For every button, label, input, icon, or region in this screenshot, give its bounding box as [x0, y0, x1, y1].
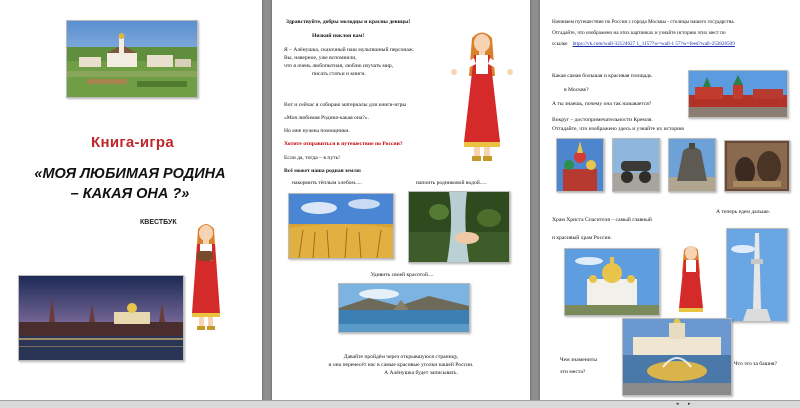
- caption-bread: накормить тёплым хлебом.....: [292, 180, 362, 186]
- wheat-field-image: [289, 194, 393, 258]
- history-link[interactable]: https://vk.com/wall-32124627 1_1157?w=wall-1 57?w=feed?wall-253826509: [572, 41, 735, 47]
- cover-page: [0, 0, 262, 407]
- question-name: А ты знаешь, почему она так называется?: [552, 101, 652, 107]
- prev-arrow-icon[interactable]: ◂: [676, 401, 679, 407]
- main-title-line2: – КАКАЯ ОНА ?»: [70, 185, 190, 202]
- tsar-cannon-image: [613, 139, 659, 191]
- intro-line1: Я – Алёнушка, сказочный наш мультяшный персонаж.: [284, 47, 415, 53]
- st-basil-image: [557, 139, 603, 191]
- places-question-line2: эти места?: [560, 369, 586, 375]
- moscow-intro-line1: Начинаем путешествие по России с города Москвы - столицы нашего государства.: [552, 19, 735, 25]
- kremlin-sights: Вокруг – достопримечательности Кремля.: [552, 117, 653, 123]
- alyonushka-small-figure: [676, 244, 706, 316]
- spring-water-photo: [408, 191, 510, 263]
- fountain-image: [623, 319, 731, 395]
- monument-painting-photo: [724, 140, 790, 192]
- intro-line3: что я очень любопытная, люблю изучать мир,: [284, 63, 394, 70]
- alyonushka-figure: [188, 221, 224, 333]
- st-basil-photo: [556, 138, 604, 192]
- kremlin-night-photo: [18, 275, 184, 361]
- question-square-line1: Какая самая большая и красивая площадь: [552, 73, 652, 79]
- tsar-cannon-photo: [612, 138, 660, 192]
- outro-block: [276, 353, 526, 377]
- intro-block: [284, 46, 414, 78]
- para-go: Если да, тогда – в путь!: [284, 155, 341, 161]
- kremlin-night-image: [19, 276, 183, 360]
- main-title-line1: «МОЯ ЛЮБИМАЯ РОДИНА: [34, 166, 226, 182]
- red-square-photo: [688, 70, 788, 118]
- outro-line1: Давайте пройдём через открывшуюся страницу,: [343, 354, 459, 360]
- lake-landscape-image: [339, 284, 469, 332]
- kremlin-question: Отгадайте, что изображено здесь и узнайте их историю: [552, 126, 685, 132]
- intro-line4: писать статьи и книги.: [312, 71, 366, 78]
- red-square-image: [689, 71, 787, 117]
- para-helpers: Но мне нужны помощники.: [284, 128, 350, 134]
- city-panorama-image: [67, 21, 197, 97]
- link-prefix: ссылке: [552, 41, 568, 47]
- next-arrow-icon[interactable]: ▸: [688, 401, 691, 407]
- places-question-line1: Чем знамениты: [560, 357, 597, 363]
- caption-water: напоить родниковой водой.....: [416, 180, 487, 186]
- para-collect: Вот и сейчас я собираю материалы для книги-игры: [284, 102, 407, 108]
- main-title: [14, 165, 246, 204]
- intro-line2: Вы, наверное, уже вспомнили,: [284, 55, 357, 62]
- outro-line3: А Алёнушка будет записывать.: [384, 370, 458, 377]
- question-square-line2: в Москве?: [564, 87, 589, 93]
- monument-painting-image: [725, 141, 789, 191]
- greeting-text: Здравствуйте, добры молодцы и красны девицы!: [286, 19, 411, 25]
- spring-water-image: [409, 192, 509, 262]
- moscow-intro-line2: Отгадайте, что изображено на этих картинках и узнайте историю этих мест по: [552, 30, 726, 36]
- tv-tower-photo: [726, 228, 788, 322]
- questbook-subtitle: КВЕСТБУК: [140, 219, 177, 226]
- tv-tower-image: [727, 229, 787, 321]
- tsar-bell-photo: [668, 138, 716, 192]
- wheat-field-photo: [288, 193, 394, 259]
- temple-line1: Храм Христа Спасителя – самый главный: [552, 217, 652, 223]
- travel-question: Хотите отправиться в путешествие по России?: [284, 141, 403, 147]
- book-game-label: Книга-игра: [91, 134, 174, 151]
- intro-page: [272, 0, 530, 407]
- cathedral-photo: [564, 248, 660, 316]
- para-book-name: «Моя любимая Родина-какая она?».: [284, 115, 369, 121]
- tower-question: Что это за башня?: [734, 361, 777, 367]
- caption-beauty: Удивить своей красотой....: [370, 272, 434, 278]
- city-panorama-photo: [66, 20, 198, 98]
- moscow-page: [540, 0, 800, 407]
- cathedral-image: [565, 249, 659, 315]
- moscow-intro-line3: [552, 41, 735, 49]
- temple-line2: и красивый храм России.: [552, 235, 612, 241]
- para-land: Всё может наша родная земля:: [284, 168, 362, 174]
- bow-text: Низкий поклон вам!: [312, 33, 365, 39]
- lake-landscape-photo: [338, 283, 470, 333]
- next-far-text: А теперь едем дальше.: [716, 209, 771, 215]
- alyonushka-greeting-figure: [450, 30, 514, 164]
- fountain-photo: [622, 318, 732, 396]
- outro-line2: и она перенесёт нас в самые красивые уголки нашей России.: [328, 362, 474, 369]
- tsar-bell-image: [669, 139, 715, 191]
